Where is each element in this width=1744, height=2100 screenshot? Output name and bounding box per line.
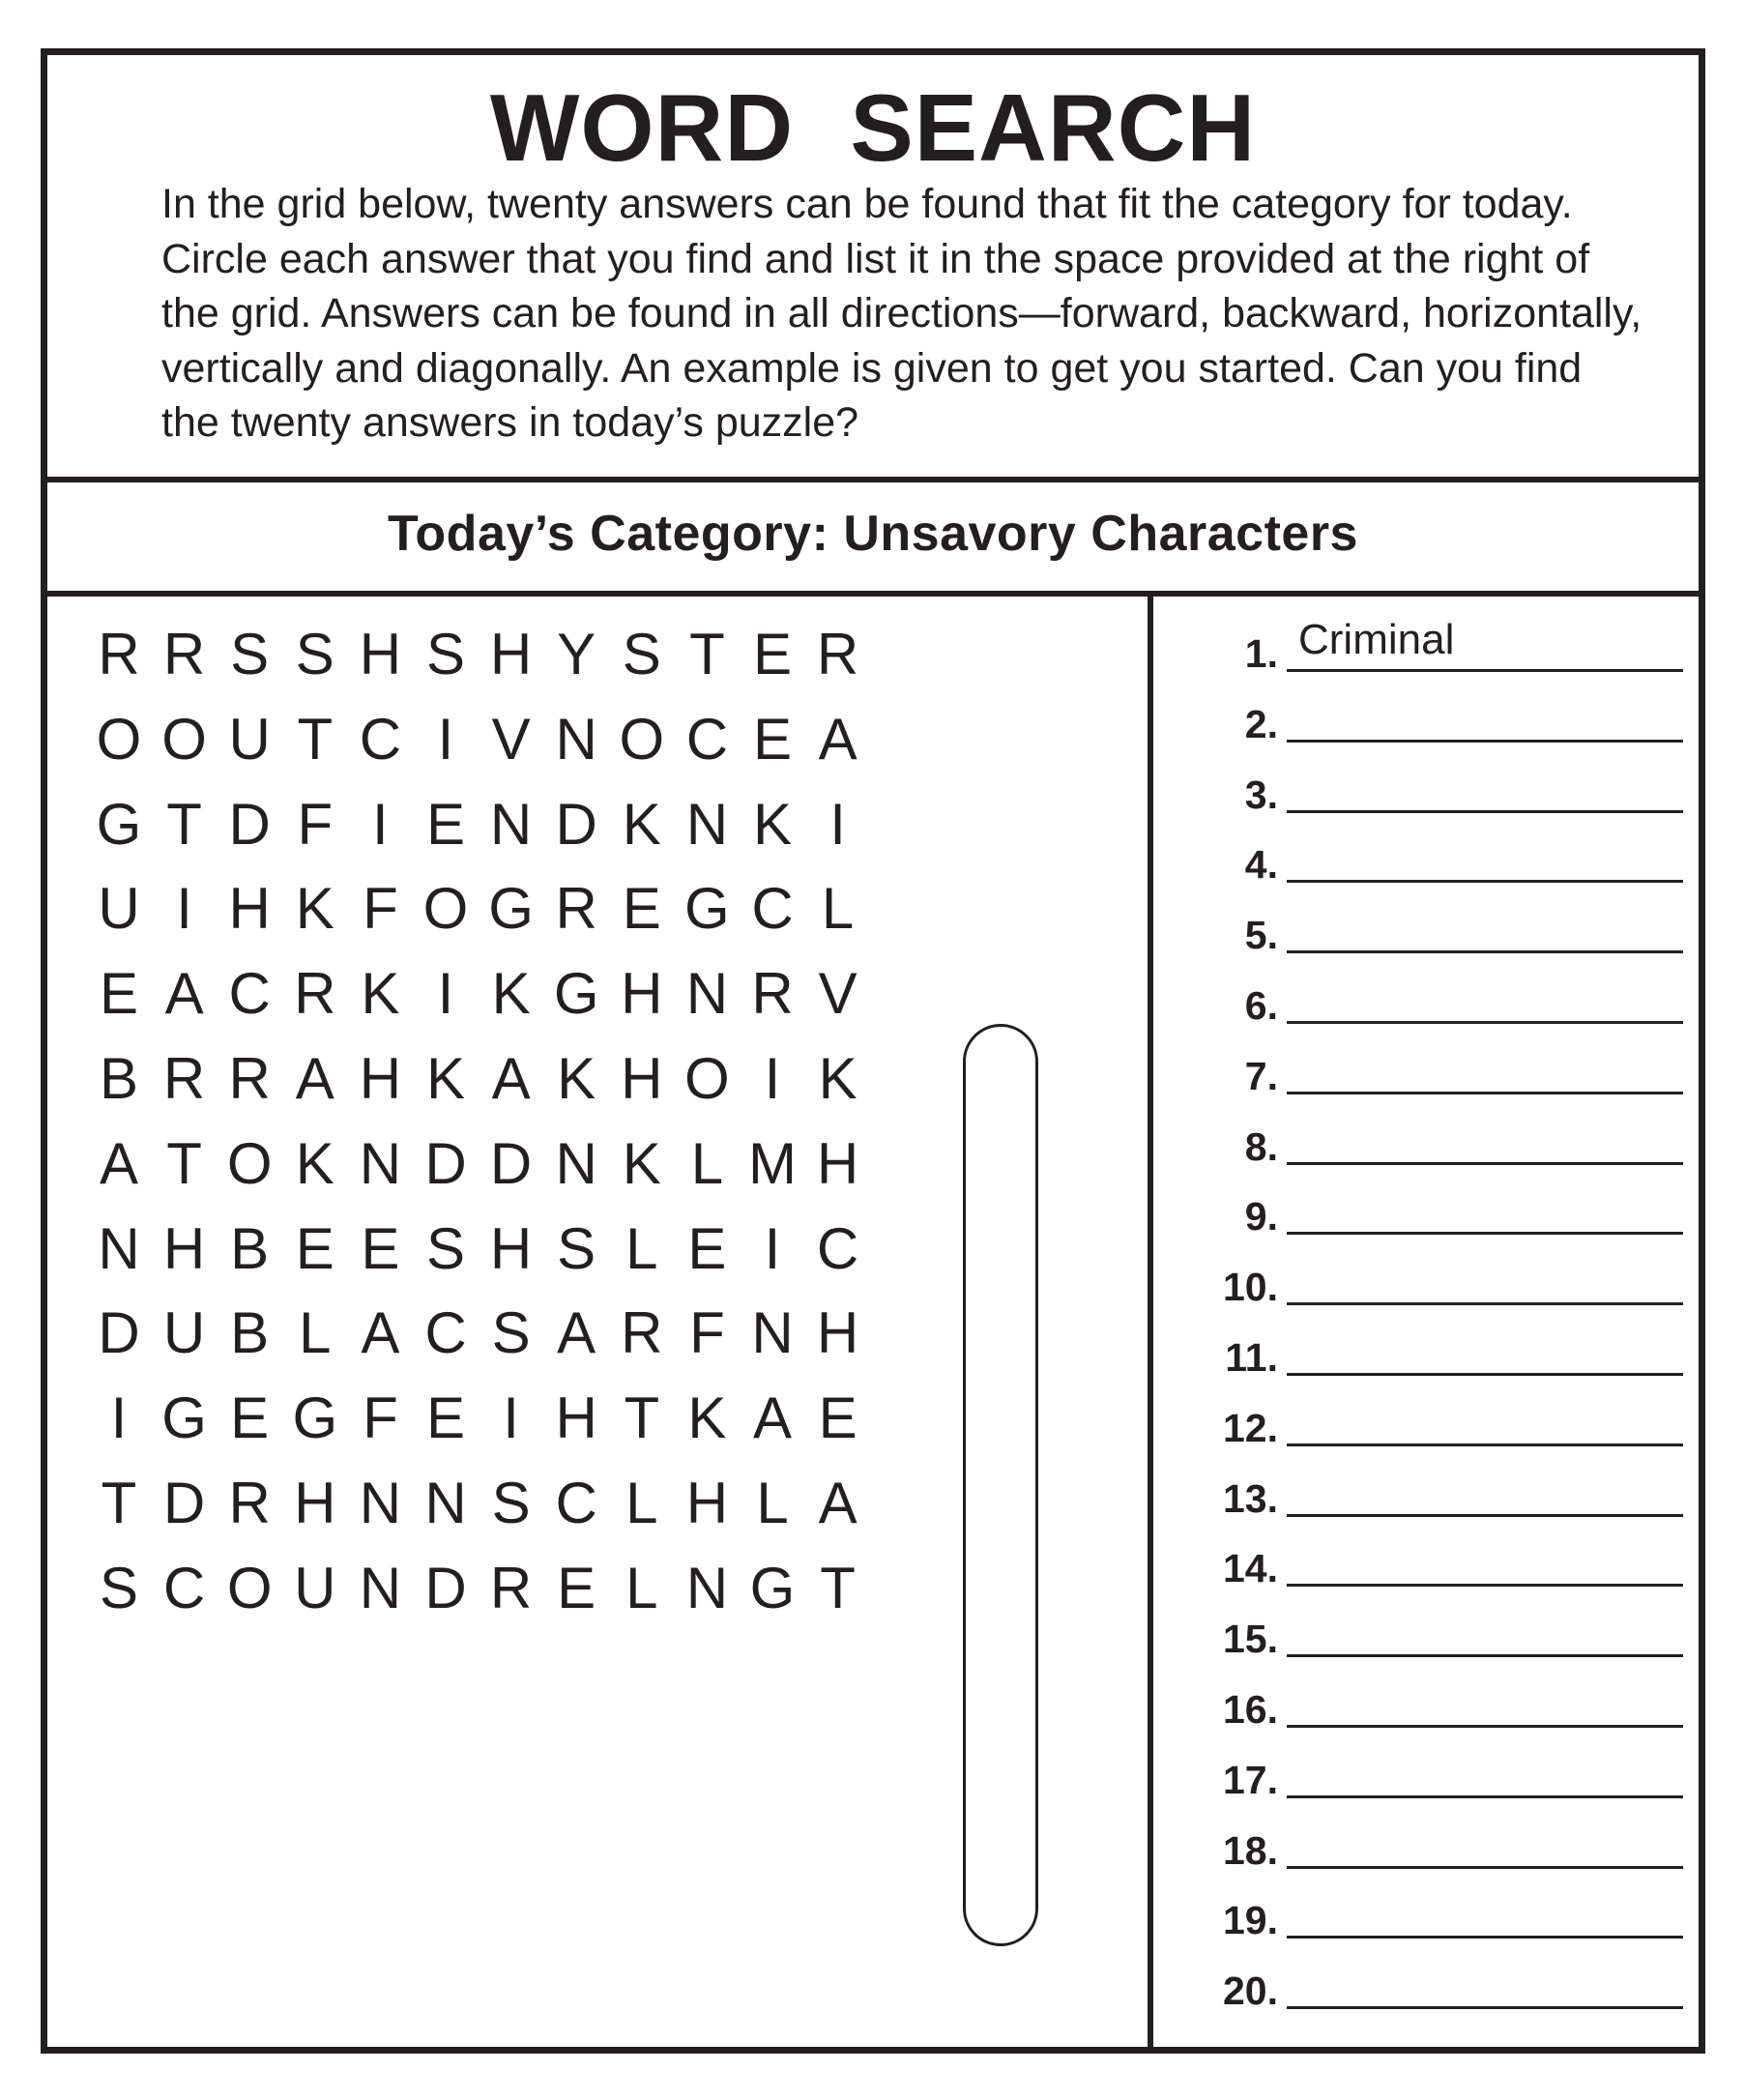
grid-letter[interactable]: A [818, 706, 857, 772]
grid-letter[interactable]: M [748, 1130, 797, 1196]
grid-letter[interactable]: H [489, 1215, 533, 1281]
grid-letter[interactable]: T [166, 791, 202, 857]
grid-letter[interactable]: H [489, 622, 533, 686]
puzzle-frame [41, 48, 1705, 2054]
answer-row [1159, 1746, 1705, 1804]
answer-number: 15. [1223, 1617, 1278, 1662]
grid-letter[interactable]: L [625, 1555, 658, 1620]
grid-letter[interactable]: T [820, 1555, 856, 1620]
grid-letter[interactable]: K [687, 1385, 727, 1451]
grid-letter[interactable]: R [162, 622, 206, 686]
grid-letter[interactable]: S [622, 622, 661, 686]
grid-letter[interactable]: S [99, 1555, 139, 1620]
grid-letter[interactable]: N [685, 1555, 729, 1620]
answer-blank-line[interactable] [1287, 1654, 1683, 1657]
grid-letter[interactable]: K [491, 961, 531, 1027]
grid-letter[interactable]: Y [557, 622, 596, 686]
grid-letter[interactable]: O [226, 1555, 273, 1620]
grid-letter[interactable]: A [557, 1300, 596, 1366]
grid-letter[interactable]: E [752, 622, 793, 686]
answer-blank-line[interactable] [1287, 1936, 1683, 1939]
grid-letter[interactable]: L [625, 1471, 658, 1535]
grid-letter[interactable]: N [359, 1130, 402, 1196]
grid-letter[interactable]: H [816, 1300, 859, 1366]
answer-blank-line[interactable] [1287, 1795, 1683, 1798]
grid-letter[interactable]: L [299, 1300, 332, 1366]
grid-letter[interactable]: R [816, 622, 859, 686]
grid-letter[interactable]: A [164, 961, 204, 1027]
grid-letter[interactable]: R [228, 1471, 271, 1535]
grid-letter[interactable]: I [437, 706, 454, 772]
grid-letter[interactable]: I [176, 876, 192, 942]
grid-letter[interactable]: F [363, 1385, 398, 1451]
grid-letter[interactable]: K [557, 1046, 596, 1111]
answer-number: 14. [1223, 1546, 1278, 1591]
grid-letter[interactable]: S [230, 622, 270, 686]
answer-blank-line[interactable] [1287, 810, 1683, 813]
grid-letter[interactable]: K [295, 1130, 334, 1196]
answer-row [1159, 1253, 1705, 1311]
grid-letter[interactable]: F [297, 791, 334, 857]
grid-letter[interactable]: E [557, 1555, 596, 1620]
grid-letter[interactable]: I [764, 1215, 781, 1281]
answer-number: 5. [1244, 913, 1278, 958]
grid-letter[interactable]: H [621, 961, 663, 1027]
grid-letter[interactable]: G [488, 876, 534, 942]
grid-letter[interactable]: I [764, 1046, 781, 1111]
grid-letter[interactable]: E [361, 1215, 400, 1281]
grid-letter[interactable]: E [295, 1215, 334, 1281]
grid-letter[interactable]: N [555, 706, 597, 772]
grid-letter[interactable]: O [684, 1046, 730, 1111]
answer-row [1159, 1534, 1705, 1592]
grid-letter[interactable]: N [98, 1215, 140, 1281]
answer-row [1159, 972, 1705, 1030]
grid-letter[interactable]: U [228, 706, 271, 772]
grid-letter[interactable]: R [228, 1046, 271, 1111]
answer-number: 3. [1244, 772, 1278, 817]
grid-letter[interactable]: O [226, 1130, 273, 1196]
grid-letter[interactable]: T [297, 706, 334, 772]
answer-blank-line[interactable] [1287, 1021, 1683, 1024]
grid-row [47, 701, 1148, 778]
answer-blank-line[interactable] [1287, 1302, 1683, 1305]
grid-letter[interactable]: B [230, 1300, 270, 1366]
grid-letter[interactable]: N [555, 1130, 597, 1196]
answer-row [1159, 1817, 1705, 1875]
grid-letter[interactable]: H [621, 1046, 663, 1111]
grid-letter[interactable]: R [162, 1046, 206, 1111]
grid-letter[interactable]: C [359, 706, 402, 772]
grid-letter[interactable]: H [294, 1471, 336, 1535]
grid-letter[interactable]: U [294, 1555, 336, 1620]
grid-letter[interactable]: U [162, 1300, 206, 1366]
answer-blank-line[interactable] [1287, 1444, 1683, 1446]
grid-letter[interactable]: E [425, 791, 466, 857]
grid-letter[interactable]: D [489, 1130, 533, 1196]
grid-letter[interactable]: G [749, 1555, 796, 1620]
grid-letter[interactable]: N [489, 791, 533, 857]
answer-blank-line[interactable] [1287, 1092, 1683, 1094]
grid-letter[interactable]: R [621, 1300, 663, 1366]
answer-number: 9. [1244, 1194, 1278, 1240]
grid-letter[interactable]: G [553, 961, 599, 1027]
grid-letter[interactable]: O [96, 706, 142, 772]
grid-letter[interactable]: H [555, 1385, 597, 1451]
example-answer-circle [963, 1024, 1038, 1946]
grid-letter[interactable]: N [359, 1555, 402, 1620]
grid-letter[interactable]: K [295, 876, 334, 942]
grid-letter[interactable]: H [359, 1046, 402, 1111]
grid-letter[interactable]: L [690, 1130, 724, 1196]
grid-letter[interactable]: G [96, 791, 142, 857]
grid-letter[interactable]: C [685, 706, 729, 772]
grid-letter[interactable]: S [425, 622, 466, 686]
grid-letter[interactable]: E [425, 1385, 466, 1451]
answer-number: 20. [1223, 1969, 1278, 2014]
grid-letter[interactable]: K [818, 1046, 857, 1111]
grid-letter[interactable]: O [161, 706, 207, 772]
answer-number: 11. [1225, 1335, 1278, 1380]
grid-letter[interactable]: F [689, 1300, 725, 1366]
grid-letter[interactable]: D [555, 791, 597, 857]
grid-letter[interactable]: R [489, 1555, 533, 1620]
grid-letter[interactable]: R [751, 961, 794, 1027]
grid-letter[interactable]: C [816, 1215, 859, 1281]
grid-letter[interactable]: N [424, 1471, 467, 1535]
grid-letter[interactable]: R [98, 622, 140, 686]
answer-row [1159, 1182, 1705, 1240]
answer-blank-line[interactable] [1287, 1162, 1683, 1165]
grid-letter[interactable]: A [818, 1471, 857, 1535]
grid-letter[interactable]: H [685, 1471, 729, 1535]
grid-letter[interactable]: S [425, 1215, 466, 1281]
answer-row [1159, 1394, 1705, 1452]
answer-number: 12. [1223, 1405, 1278, 1450]
answer-row [1159, 1605, 1705, 1663]
grid-letter[interactable]: I [437, 961, 454, 1027]
grid-letter[interactable]: U [98, 876, 140, 942]
grid-letter[interactable]: C [751, 876, 794, 942]
answer-blank-line[interactable] [1287, 669, 1683, 672]
answer-blank-line[interactable] [1287, 1232, 1683, 1235]
grid-letter[interactable]: V [491, 706, 531, 772]
answer-number: 6. [1244, 983, 1278, 1028]
grid-letter[interactable]: K [361, 961, 400, 1027]
grid-letter[interactable]: D [424, 1555, 467, 1620]
letter-grid [47, 597, 1153, 2047]
answer-blank-line[interactable] [1287, 1514, 1683, 1517]
answer-list [1159, 597, 1705, 2047]
answer-number: 10. [1223, 1265, 1278, 1310]
grid-letter[interactable]: E [622, 876, 661, 942]
grid-letter[interactable]: D [228, 791, 271, 857]
grid-letter[interactable]: E [687, 1215, 727, 1281]
grid-letter[interactable]: L [821, 876, 855, 942]
answer-number: 7. [1244, 1053, 1278, 1098]
grid-letter[interactable]: T [689, 622, 725, 686]
grid-letter[interactable]: G [161, 1385, 207, 1451]
answer-row [1159, 901, 1705, 959]
grid-row [47, 955, 1148, 1033]
grid-letter[interactable]: L [625, 1215, 658, 1281]
grid-letter[interactable]: D [162, 1471, 206, 1535]
grid-letter[interactable]: F [363, 876, 398, 942]
puzzle-header [47, 55, 1699, 482]
answer-blank-line[interactable] [1287, 1866, 1683, 1869]
grid-letter[interactable]: H [162, 1215, 206, 1281]
answer-row [1159, 1324, 1705, 1382]
grid-letter[interactable]: S [491, 1471, 531, 1535]
grid-letter[interactable]: I [503, 1385, 519, 1451]
grid-letter[interactable]: T [624, 1385, 660, 1451]
grid-letter[interactable]: N [359, 1471, 402, 1535]
grid-letter[interactable]: A [295, 1046, 334, 1111]
answer-number: 18. [1223, 1827, 1278, 1873]
grid-letter[interactable]: N [685, 961, 729, 1027]
answer-row [1159, 1676, 1705, 1734]
answer-number: 2. [1244, 701, 1278, 746]
answer-row [1159, 616, 1705, 678]
grid-letter[interactable]: R [294, 961, 336, 1027]
grid-letter[interactable]: N [685, 791, 729, 857]
grid-letter[interactable]: K [622, 1130, 661, 1196]
answer-number: 1. [1244, 631, 1278, 676]
grid-letter[interactable]: C [424, 1300, 467, 1366]
grid-letter[interactable]: O [619, 706, 665, 772]
grid-letter[interactable]: E [818, 1385, 857, 1451]
grid-letter[interactable]: H [359, 622, 402, 686]
grid-letter[interactable]: I [110, 1385, 128, 1451]
answer-row [1159, 1042, 1705, 1100]
grid-letter[interactable]: T [166, 1130, 202, 1196]
grid-letter[interactable]: H [228, 876, 271, 942]
grid-letter[interactable]: L [756, 1471, 789, 1535]
instructions-text: In the grid below, twenty answers can be found that fit the category for today. Circle each answer that you find and list it in the space provided at the right of the grid. Answers can be found in all directions—forward, backward, horizontally, vertically and diagonally. An example is given to get you started. Can you find the twenty answers in today’s puzzle? [161, 181, 1642, 446]
grid-letter[interactable]: C [228, 961, 271, 1027]
grid-letter[interactable]: N [751, 1300, 794, 1366]
grid-row [47, 870, 1148, 948]
answer-row [1159, 761, 1705, 819]
grid-letter[interactable]: A [99, 1130, 139, 1196]
grid-letter[interactable]: O [422, 876, 469, 942]
grid-letter[interactable]: S [491, 1300, 531, 1366]
category-heading: Today’s Category: Unsavory Characters [47, 482, 1699, 597]
grid-letter[interactable]: E [99, 961, 139, 1027]
grid-letter[interactable]: E [752, 706, 793, 772]
answer-number: 16. [1223, 1687, 1278, 1732]
grid-letter[interactable]: B [99, 1046, 139, 1111]
grid-letter[interactable]: I [829, 791, 846, 857]
grid-letter[interactable]: H [816, 1130, 859, 1196]
grid-letter[interactable]: A [361, 1300, 400, 1366]
grid-letter[interactable]: E [230, 1385, 270, 1451]
grid-row [47, 616, 1148, 693]
answer-blank-line[interactable] [1287, 950, 1683, 953]
answer-row [1159, 1886, 1705, 1944]
answer-row [1159, 1957, 1705, 2015]
grid-letter[interactable]: T [101, 1471, 137, 1535]
answer-number: 17. [1223, 1757, 1278, 1802]
answer-blank-line[interactable] [1287, 740, 1683, 743]
answer-row [1159, 1465, 1705, 1523]
answer-text: Criminal [1298, 616, 1455, 663]
answer-number: 8. [1244, 1123, 1278, 1169]
grid-letter[interactable]: D [424, 1130, 467, 1196]
answer-number: 13. [1223, 1475, 1278, 1521]
answer-number: 4. [1244, 842, 1278, 888]
grid-letter[interactable]: D [98, 1300, 140, 1366]
grid-letter[interactable]: G [684, 876, 730, 942]
grid-letter[interactable]: V [818, 961, 857, 1027]
grid-row [47, 786, 1148, 863]
grid-letter[interactable]: B [230, 1215, 270, 1281]
grid-letter[interactable]: A [752, 1385, 793, 1451]
answer-blank-line[interactable] [1287, 880, 1683, 883]
answer-row [1159, 831, 1705, 889]
puzzle-title: WORD SEARCH [489, 74, 1257, 181]
grid-letter[interactable]: A [491, 1046, 531, 1111]
grid-letter[interactable]: I [372, 791, 389, 857]
grid-letter[interactable]: S [295, 622, 334, 686]
answer-number: 19. [1223, 1898, 1278, 1943]
answer-blank-line[interactable] [1287, 1373, 1683, 1376]
grid-letter[interactable]: K [622, 791, 661, 857]
grid-letter[interactable]: S [557, 1215, 596, 1281]
grid-letter[interactable]: C [555, 1471, 597, 1535]
answer-row [1159, 1113, 1705, 1171]
grid-letter[interactable]: K [425, 1046, 466, 1111]
answer-row [1159, 690, 1705, 748]
grid-letter[interactable]: C [162, 1555, 206, 1620]
answer-blank-line[interactable] [1287, 2006, 1683, 2009]
answer-blank-line[interactable] [1287, 1584, 1683, 1587]
grid-letter[interactable]: K [752, 791, 793, 857]
grid-letter[interactable]: R [555, 876, 597, 942]
grid-letter[interactable]: G [292, 1385, 338, 1451]
answer-blank-line[interactable] [1287, 1725, 1683, 1728]
